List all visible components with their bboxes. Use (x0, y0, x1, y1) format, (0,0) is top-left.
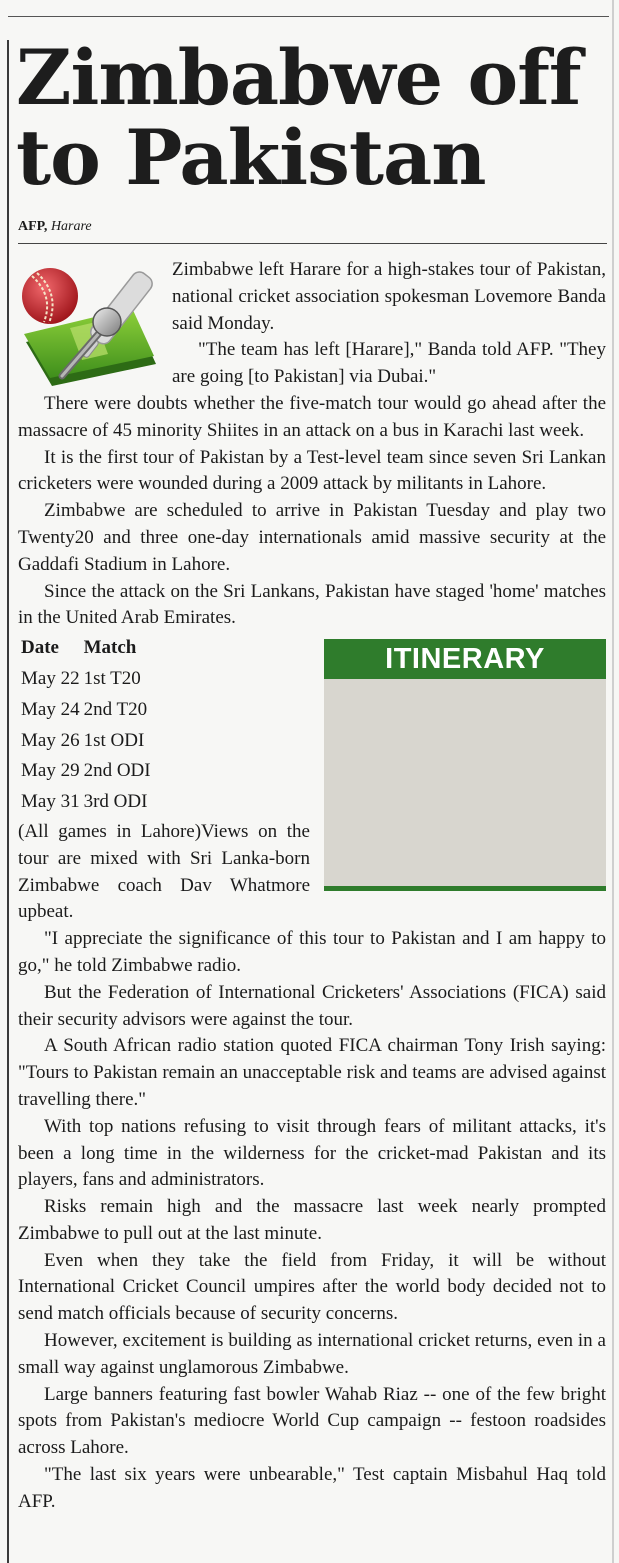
itinerary-row (20, 757, 152, 786)
itinerary-note: (All games in Lahore) (18, 820, 202, 842)
paragraph-8: "I appreciate the significance of this tour to Pakistan and I am happy to go," he told Zimbabwe radio. (18, 928, 606, 976)
article-body (18, 257, 606, 1516)
paragraph-4: It is the first tour of Pakistan by a Test-level team since seven Sri Lankan cricketers were wounded during a 2009 attack by militants in Lahore. (18, 446, 606, 495)
itinerary-date: May 24 (21, 698, 80, 720)
byline-agency: AFP, (18, 219, 48, 234)
cricket-ball-bat-microphone-icon (18, 258, 160, 390)
paragraph-11: With top nations refusing to visit through fears of militant attacks, it's been a long time in the wilderness for the cricket-mad Pakistan and its players, fans and administrators. (18, 1115, 606, 1191)
byline-rule (18, 243, 607, 244)
paragraph-14: However, excitement is building as international cricket returns, even in a small way against unglamorous Zimbabwe. (18, 1330, 606, 1378)
top-rule (8, 16, 609, 17)
itinerary-box (324, 639, 606, 891)
paragraph-12: Risks remain high and the massacre last week nearly prompted Zimbabwe to pull out at the last minute. (18, 1196, 606, 1244)
column-rule-left (7, 40, 9, 1563)
paragraph-3: There were doubts whether the five-match tour would go ahead after the massacre of 45 minority Shiites in an attack on a bus in Karachi last week. (18, 392, 606, 441)
itinerary-match: 3rd ODI (83, 791, 148, 813)
itinerary-match: 1st ODI (83, 729, 145, 751)
itinerary-table (18, 632, 154, 819)
itinerary-date-header: Date (21, 637, 59, 659)
paragraph-1: Zimbabwe left Harare for a high-stakes tour of Pakistan, national cricket association spokesman Lovemore Banda said Monday. (172, 259, 606, 334)
headline: Zimbabwe off to Pakistan (16, 33, 581, 202)
itinerary-date: May 26 (21, 729, 80, 751)
paragraph-6: Since the attack on the Sri Lankans, Pakistan have staged 'home' matches in the United Arab Emirates. (18, 580, 606, 629)
itinerary-title: ITINERARY (324, 639, 606, 679)
itinerary-row (20, 727, 152, 756)
paragraph-2: "The team has left [Harare]," Banda told AFP. "They are going [to Pakistan] via Dubai." (172, 339, 606, 388)
itinerary-header-row (20, 634, 152, 663)
byline-place: Harare (50, 219, 92, 234)
paragraph-10: A South African radio station quoted FICA chairman Tony Irish saying: "Tours to Pakistan remain an unacceptable risk and teams are advised against travelling there." (18, 1035, 606, 1110)
itinerary-date: May 22 (21, 667, 80, 689)
itinerary-row (20, 665, 152, 694)
paragraph-15: Large banners featuring fast bowler Wahab Riaz -- one of the few bright spots from Pakistan's mediocre World Cup campaign -- festoon roadsides across Lahore. (18, 1383, 606, 1459)
itinerary-match: 2nd T20 (83, 698, 148, 720)
page-edge-right (612, 0, 614, 1563)
paragraph-5: Zimbabwe are scheduled to arrive in Pakistan Tuesday and play two Twenty20 and three one-day internationals amid massive security at the Gaddafi Stadium in Lahore. (18, 500, 606, 575)
itinerary-match-header: Match (83, 637, 137, 659)
byline (18, 219, 92, 235)
itinerary-row (20, 696, 152, 725)
itinerary-match: 1st T20 (83, 667, 141, 689)
itinerary-date: May 29 (21, 760, 80, 782)
itinerary-row (20, 788, 152, 817)
itinerary-date: May 31 (21, 791, 80, 813)
paragraph-13: Even when they take the field from Friday, it will be without International Cricket Council umpires after the world body decided not to send match officials because of security concerns. (18, 1249, 606, 1325)
paragraph-7-text: Views on the tour are mixed with Sri Lanka-born Zimbabwe coach Dav Whatmore upbeat. (18, 820, 310, 923)
itinerary-match: 2nd ODI (83, 760, 151, 782)
paragraph-16: "The last six years were unbearable," Test captain Misbahul Haq told AFP. (18, 1464, 606, 1512)
paragraph-9: But the Federation of International Cricketers' Associations (FICA) said their security advisors were against the tour. (18, 981, 606, 1030)
